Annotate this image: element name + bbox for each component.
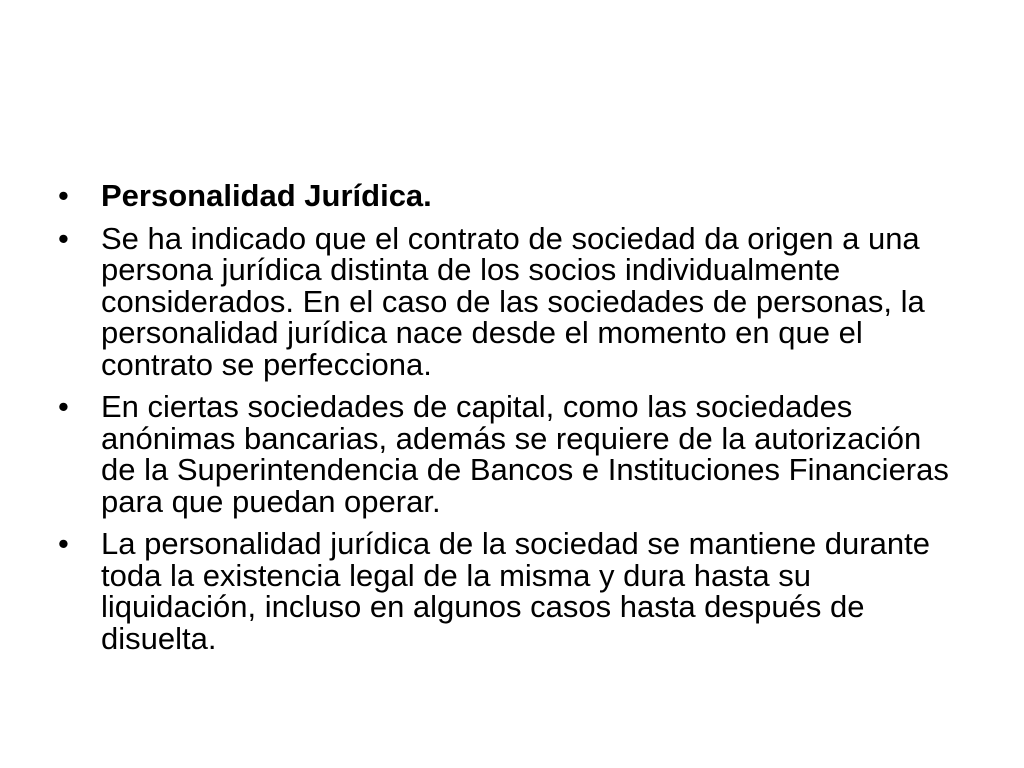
bullet-marker: • — [58, 389, 69, 424]
bullet-list — [58, 180, 958, 665]
bullet-marker: • — [58, 220, 69, 256]
bullet-item-banking — [58, 391, 958, 517]
bullet-item-duration — [58, 528, 958, 654]
section-heading: Personalidad Jurídica. — [101, 178, 432, 213]
bullet-text: Se ha indicado que el contrato de sociedad da origen a una persona jurídica distinta de los socios individualmente considerados. En el caso de las sociedades de personas, la personalidad jurídica nace desde el momento en que el contrato se perfecciona. — [101, 220, 925, 382]
bullet-marker: • — [58, 526, 69, 561]
bullet-item-heading — [58, 180, 958, 212]
bullet-marker: • — [58, 178, 69, 213]
bullet-text: En ciertas sociedades de capital, como las sociedades anónimas bancarias, además se requiere de la autorización de la Superintendencia de Bancos e Instituciones Financieras para que puedan operar. — [101, 389, 949, 519]
bullet-item-origin — [58, 220, 958, 382]
bullet-text: La personalidad jurídica de la sociedad se mantiene durante toda la existencia legal de la misma y dura hasta su liquidación, incluso en algunos casos hasta después de disuelta. — [101, 526, 930, 656]
